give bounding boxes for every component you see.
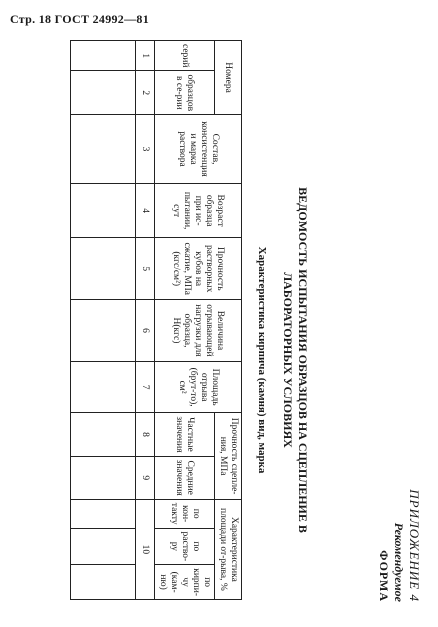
header-age: Возраст образца при ис-пытании, сут <box>155 183 242 237</box>
header-partial: Частные значения <box>155 413 215 456</box>
header-mean: Средние значения <box>155 456 215 499</box>
col-number: 10 <box>136 499 155 599</box>
col-number: 9 <box>136 456 155 499</box>
col-number: 3 <box>136 115 155 184</box>
col-number: 6 <box>136 300 155 362</box>
header-adhesion: Прочность сцепле-ния, МПа <box>215 413 242 499</box>
header-numbers: Номера <box>215 41 242 115</box>
header-surface: Характеристика площади от-рыва, % <box>215 499 242 599</box>
col-number: 8 <box>136 413 155 456</box>
rotated-form <box>10 40 430 610</box>
header-area: Площадь отрыва (брут-то), см² <box>155 361 242 413</box>
header-sample: образцов в се-рии <box>155 71 215 115</box>
header-mortar: Состав, консистенция и марка раствора <box>155 115 242 184</box>
form-label: ФОРМА <box>377 550 391 602</box>
col-number: 1 <box>136 41 155 71</box>
col-number: 5 <box>136 238 155 300</box>
test-form-table <box>70 40 242 600</box>
header-mortar-break: по раство-ру <box>155 528 215 565</box>
column-number-row <box>136 41 155 600</box>
header-series: серий <box>155 41 215 71</box>
header-contact: по кон-такту <box>155 499 215 528</box>
appendix-status: Рекомендуемое <box>392 522 406 602</box>
col-number: 4 <box>136 183 155 237</box>
document-subtitle: Характеристика кирпича (камня) вид, марка <box>256 246 268 474</box>
header-row-1 <box>215 41 242 600</box>
header-brick-break: по кирпи-чу (кам-ню) <box>155 565 215 600</box>
header-strength: Прочность растворных кубов на сжатие, МПа (кгс/см²) <box>155 238 242 300</box>
page-header: Стр. 18 ГОСТ 24992—81 <box>10 12 150 26</box>
header-load: Величина отрывающей нагрузки для образца, Н(кгс) <box>155 300 242 362</box>
col-number: 7 <box>136 361 155 413</box>
appendix-block <box>376 489 422 602</box>
col-number: 2 <box>136 71 155 115</box>
blank-row <box>71 41 136 600</box>
document-title: ВЕДОМОСТЬ ИСПЫТАНИЯ ОБРАЗЦОВ НА СЦЕПЛЕНИЕ В ЛАБОРАТОРНЫХ УСЛОВИЯХ <box>281 187 310 533</box>
appendix-title: ПРИЛОЖЕНИЕ 4 <box>407 489 422 602</box>
